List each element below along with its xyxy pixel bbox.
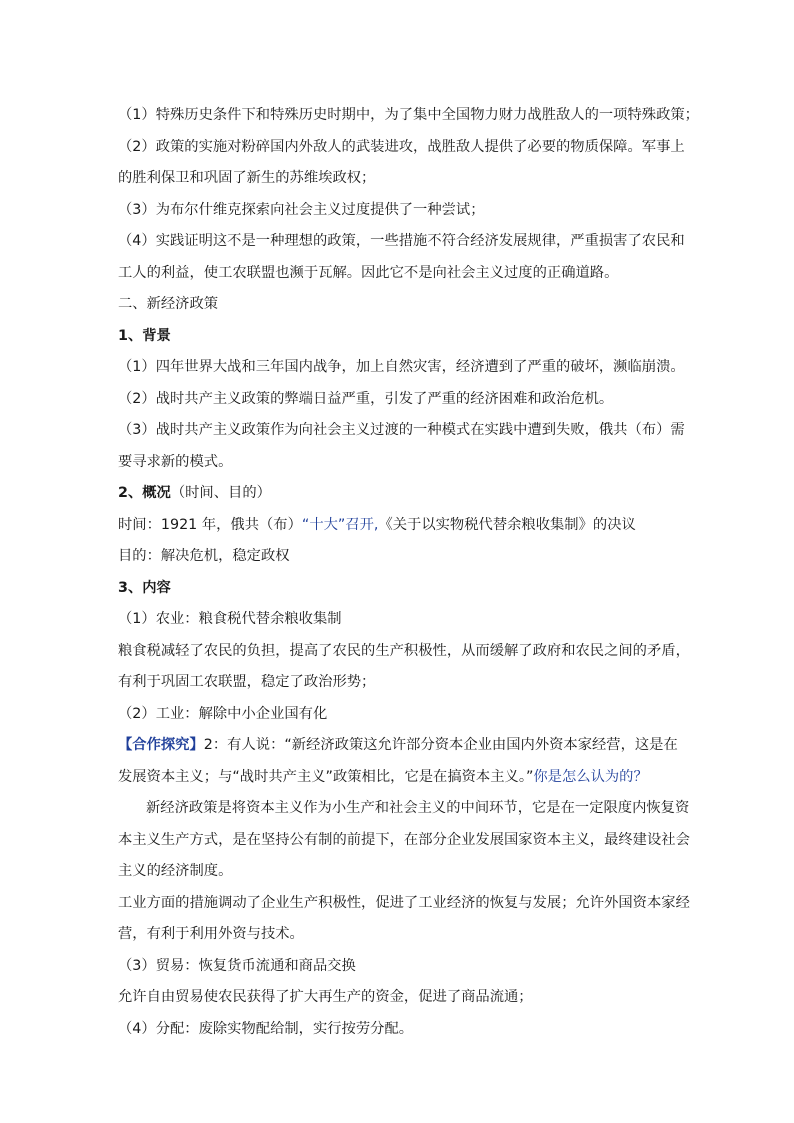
inquiry-line-a bbox=[118, 730, 678, 762]
time-prefix: 时间：1921 年，俄共（布） bbox=[118, 516, 302, 533]
agriculture-detail-b: 有利于巩固工农联盟，稳定了政治形势； bbox=[118, 674, 376, 690]
industry-detail-a: 工业方面的措施调动了企业生产积极性，促进了工业经济的恢复与发展；允许外国资本家经 bbox=[118, 894, 690, 911]
content-trade: （3）贸易：恢复货币流通和商品交换 bbox=[118, 957, 356, 974]
background-3b: 要寻求新的模式。 bbox=[118, 453, 233, 470]
answer-a: 新经济政策是将资本主义作为小生产和社会主义的中间环节，它是在一定限度内恢复资 bbox=[146, 800, 690, 816]
section-heading-nep: 二、新经济政策 bbox=[118, 296, 219, 312]
heading-overview bbox=[118, 478, 678, 510]
background-1: （1）四年世界大战和三年国内战争，加上自然灾害，经济遭到了严重的破坏，濒临崩溃。 bbox=[118, 359, 685, 375]
agriculture-detail-a: 粮食税减轻了农民的负担，提高了农民的生产积极性，从而缓解了政府和农民之间的矛盾， bbox=[118, 642, 690, 659]
background-2: （2）战时共产主义政策的弊端日益严重，引发了严重的经济困难和政治危机。 bbox=[118, 390, 614, 407]
answer-c: 主义的经济制度。 bbox=[118, 863, 233, 879]
heading-overview-note: （时间、目的） bbox=[170, 485, 271, 501]
trade-detail: 允许自由贸易使农民获得了扩大再生产的资金，促进了商品流通； bbox=[118, 989, 533, 1005]
content-distribution: （4）分配：废除实物配给制，实行按劳分配。 bbox=[118, 1020, 414, 1037]
content-agriculture: （1）农业：粮食税代替余粮收集制 bbox=[118, 611, 342, 627]
heading-background: 1、背景 bbox=[118, 327, 171, 344]
paragraph-1: （1）特殊历史条件下和特殊历史时期中，为了集中全国物力财力战胜敌人的一项特殊政策； bbox=[118, 107, 699, 123]
paragraph-3: （3）为布尔什维克探索向社会主义过度提供了一种尝试； bbox=[118, 201, 485, 218]
answer-b: 本主义生产方式，是在坚持公有制的前提下，在部分企业发展国家资本主义，最终建设社会 bbox=[118, 831, 690, 848]
heading-content: 3、内容 bbox=[118, 579, 171, 596]
inquiry-text-a: 2：有人说：“新经济政策这允许部分资本企业由国内外资本家经营，这是在 bbox=[203, 737, 678, 753]
paragraph-2a: （2）政策的实施对粉碎国内外敌人的武装进攻，战胜敌人提供了必要的物质保障。军事上 bbox=[118, 138, 685, 155]
inquiry-question: 你是怎么认为的？ bbox=[533, 768, 648, 785]
inquiry-tag: 【合作探究】 bbox=[118, 737, 204, 753]
paragraph-4b: 工人的利益，使工农联盟也濒于瓦解。因此它不是向社会主义过度的正确道路。 bbox=[118, 264, 619, 281]
background-3a: （3）战时共产主义政策作为向社会主义过渡的一种模式在实践中遭到失败，俄共（布）需 bbox=[118, 422, 685, 438]
inquiry-line-b bbox=[118, 762, 678, 794]
paragraph-4a: （4）实践证明这不是一种理想的政策，一些措施不符合经济发展规律，严重损害了农民和 bbox=[118, 233, 685, 249]
heading-overview-label: 2、概况 bbox=[118, 485, 171, 501]
inquiry-text-b: 发展资本主义；与“战时共产主义”政策相比，它是在搞资本主义。” bbox=[118, 768, 534, 785]
time-congress: “十大”召开, bbox=[301, 516, 379, 533]
industry-detail-b: 营，有利于利用外资与技术。 bbox=[118, 926, 304, 942]
overview-purpose: 目的：解决危机，稳定政权 bbox=[118, 548, 290, 564]
overview-time bbox=[118, 510, 678, 542]
document-page bbox=[118, 100, 699, 1045]
paragraph-2b: 的胜利保卫和巩固了新生的苏维埃政权； bbox=[118, 170, 376, 186]
content-industry: （2）工业：解除中小企业国有化 bbox=[118, 705, 328, 722]
time-resolution: 《关于以实物税代替余粮收集制》的决议 bbox=[378, 516, 636, 533]
